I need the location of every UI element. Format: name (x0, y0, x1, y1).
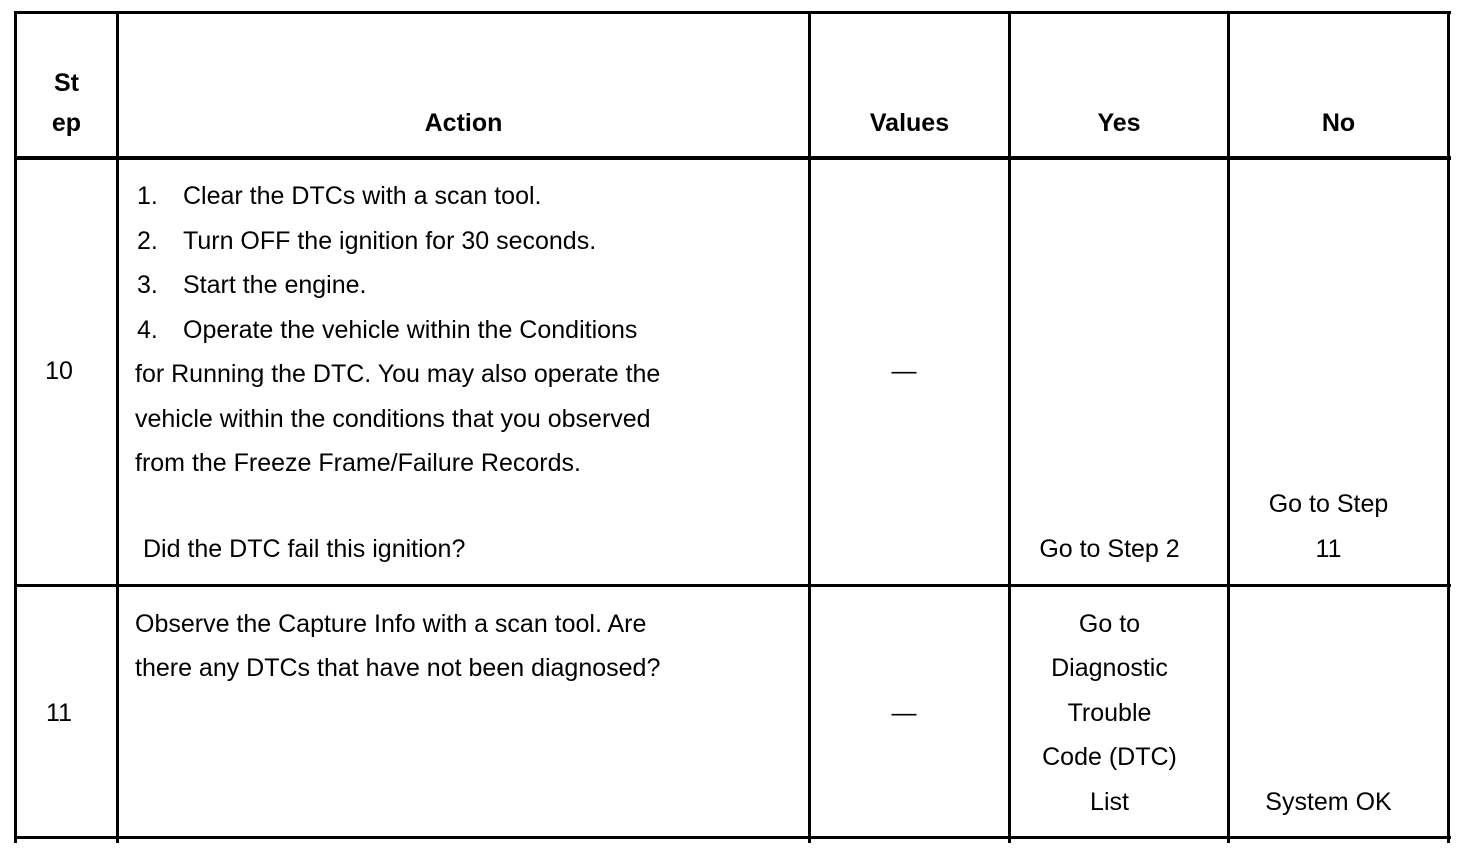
step-number: 10 (45, 357, 73, 385)
action-line: there any DTCs that have not been diagnosed? (135, 654, 661, 682)
yes-cell-line: Go to (1078, 610, 1141, 638)
table-top-border (14, 11, 1451, 14)
yes-cell-line: Trouble (1067, 699, 1152, 727)
action-question: Did the DTC fail this ignition? (143, 535, 466, 563)
header-step (17, 63, 116, 143)
yes-cell: Go to Step 2 (1039, 535, 1180, 563)
header-yes: Yes (1097, 109, 1141, 137)
header-action: Action (424, 109, 503, 137)
no-cell-line1: Go to Step (1268, 490, 1389, 518)
no-cell-line2: 11 (1315, 535, 1342, 563)
step-number: 11 (46, 699, 72, 727)
action-continuation-line: from the Freeze Frame/Failure Records. (135, 449, 581, 477)
action-continuation-line: vehicle within the conditions that you observed (135, 405, 651, 433)
row-divider (14, 584, 1451, 587)
header-step-line1: St (54, 69, 79, 97)
yes-cell-line: Diagnostic (1051, 654, 1168, 682)
table-right-border (1447, 11, 1450, 843)
no-cell: System OK (1265, 788, 1392, 816)
list-item-text: Clear the DTCs with a scan tool. (183, 182, 542, 210)
values-cell: — (891, 699, 917, 727)
header-step-line2: ep (51, 109, 82, 137)
yes-cell-line: List (1090, 788, 1129, 816)
action-line: Observe the Capture Info with a scan tool. Are (135, 610, 647, 638)
list-item (137, 308, 158, 353)
list-item-text: Turn OFF the ignition for 30 seconds. (183, 227, 597, 255)
values-cell: — (891, 357, 917, 385)
action-continuation-line: for Running the DTC. You may also operate the (135, 360, 661, 388)
header-no: No (1321, 109, 1356, 137)
list-item-number: 1. (137, 182, 158, 210)
list-item-number: 3. (137, 271, 158, 299)
list-item-text: Start the engine. (183, 271, 367, 299)
yes-cell-line: Code (DTC) (1042, 743, 1177, 771)
list-item-number: 2. (137, 227, 158, 255)
table-bottom-border (14, 836, 1451, 839)
header-bottom-border (14, 156, 1451, 160)
list-item-number: 4. (137, 316, 158, 344)
list-item (137, 219, 158, 264)
list-item (137, 263, 158, 308)
header-values: Values (869, 109, 950, 137)
list-item (137, 174, 158, 219)
list-item-text: Operate the vehicle within the Conditions (183, 316, 638, 344)
